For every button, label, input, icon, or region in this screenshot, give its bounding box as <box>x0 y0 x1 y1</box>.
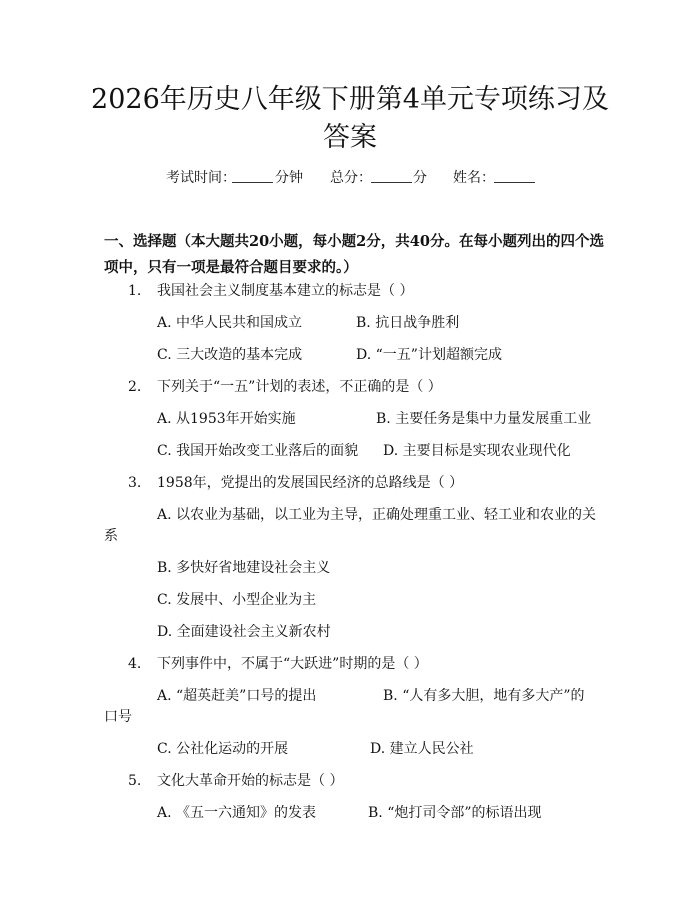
option-d[interactable]: D. “一五”计划超额完成 <box>356 347 502 363</box>
option-c[interactable]: C. 三大改造的基本完成 <box>157 347 303 363</box>
question-stem: 下列事件中，不属于“大跃进”时期的是（ ） <box>157 656 428 672</box>
option-c[interactable]: C. 公社化运动的开展 <box>157 741 289 757</box>
page-title-line-2: 答案 <box>323 122 377 153</box>
option-a[interactable]: A. 以农业为基础，以工业为主导，正确处理重工业、轻工业和农业的关 <box>157 507 597 523</box>
question-stem: 下列关于“一五”计划的表述，不正确的是（ ） <box>157 379 442 395</box>
score-blank[interactable] <box>371 168 412 189</box>
time-label: 考试时间： <box>166 170 236 186</box>
question-number: 3. <box>128 475 142 491</box>
question-stem: 1958年，党提出的发展国民经济的总路线是（ ） <box>157 475 464 491</box>
question-stem: 我国社会主义制度基本建立的标志是（ ） <box>157 283 414 299</box>
score-label: 总分： <box>330 170 372 186</box>
option-d[interactable]: D. 主要目标是实现农业现代化 <box>383 443 571 459</box>
option-b-continuation: 口号 <box>104 709 132 725</box>
name-blank[interactable] <box>494 168 535 189</box>
section-heading-line-2: 项中，只有一项是最符合题目要求的。） <box>104 259 358 276</box>
option-a[interactable]: A. 从1953年开始实施 <box>157 411 296 427</box>
question-stem: 文化大革命开始的标志是（ ） <box>157 773 344 789</box>
option-b[interactable]: B. 多快好省地建设社会主义 <box>157 560 331 576</box>
option-a-continuation: 系 <box>104 528 118 544</box>
section-heading-line-1: 一、选择题（本大题共20小题，每小题2分，共40分。在每小题列出的四个选 <box>104 233 604 250</box>
option-d[interactable]: D. 全面建设社会主义新农村 <box>157 624 331 640</box>
question-number: 1. <box>128 283 142 299</box>
option-a[interactable]: A. 中华人民共和国成立 <box>157 315 303 331</box>
time-blank[interactable] <box>232 168 273 189</box>
name-label: 姓名： <box>453 170 495 186</box>
option-b[interactable]: B. “炮打司令部”的标语出现 <box>368 805 542 821</box>
option-b[interactable]: B. 主要任务是集中力量发展重工业 <box>376 411 592 427</box>
option-a[interactable]: A. 《五一六通知》的发表 <box>157 805 317 821</box>
time-unit: 分钟 <box>275 170 303 186</box>
question-number: 2. <box>128 379 142 395</box>
option-a[interactable]: A. “超英赶美”口号的提出 <box>157 688 317 704</box>
score-unit: 分 <box>413 170 427 186</box>
option-c[interactable]: C. 我国开始改变工业落后的面貌 <box>157 443 359 459</box>
question-number: 4. <box>128 656 142 672</box>
page-title-line-1: 2026年历史八年级下册第4单元专项练习及 <box>91 84 609 115</box>
question-number: 5. <box>128 773 142 789</box>
option-b[interactable]: B. “人有多大胆，地有多大产”的 <box>383 688 585 704</box>
option-d[interactable]: D. 建立人民公社 <box>370 741 474 757</box>
option-b[interactable]: B. 抗日战争胜利 <box>356 315 460 331</box>
option-c[interactable]: C. 发展中、小型企业为主 <box>157 592 317 608</box>
